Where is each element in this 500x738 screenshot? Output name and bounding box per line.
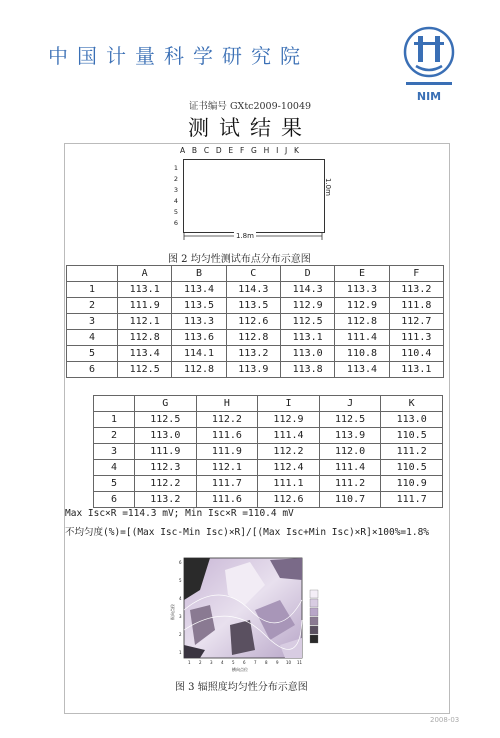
table-cell: 111.6	[196, 492, 258, 508]
table-cell: 111.2	[381, 444, 443, 460]
column-header: K	[381, 396, 443, 412]
table-cell: 114.1	[172, 346, 226, 362]
x-tick: 4	[221, 660, 224, 665]
max-min-result: Max Isc×R =114.3 mV; Min Isc×R =110.4 mV	[65, 508, 294, 519]
grid-row-number: 1	[173, 164, 179, 172]
table-row	[94, 476, 443, 492]
table-header-row	[94, 396, 443, 412]
table-cell: 110.4	[389, 346, 443, 362]
row-label: 5	[67, 346, 118, 362]
certificate-label: 证书编号	[188, 101, 227, 112]
table-cell: 112.8	[172, 362, 226, 378]
row-label: 5	[94, 476, 135, 492]
table-cell: 111.3	[389, 330, 443, 346]
column-header: J	[319, 396, 381, 412]
table-cell: 112.5	[118, 362, 172, 378]
column-header: I	[258, 396, 320, 412]
table-cell: 111.1	[258, 476, 320, 492]
table-cell: 113.2	[226, 346, 280, 362]
table-cell: 112.1	[118, 314, 172, 330]
table-cell: 111.2	[319, 476, 381, 492]
table-cell: 112.2	[258, 444, 320, 460]
grid-row-number: 5	[173, 208, 179, 216]
x-tick: 11	[297, 660, 303, 665]
table-cell: 110.9	[381, 476, 443, 492]
row-label: 2	[94, 428, 135, 444]
x-tick: 1	[188, 660, 191, 665]
table-cell: 113.3	[335, 282, 389, 298]
table-cell: 110.7	[319, 492, 381, 508]
table-row	[67, 346, 444, 362]
x-tick: 8	[265, 660, 268, 665]
table-cell: 113.0	[135, 428, 197, 444]
table-cell: 112.8	[335, 314, 389, 330]
row-label: 1	[94, 412, 135, 428]
figure2-caption: 图 2 均匀性测试布点分布示意图	[168, 254, 311, 265]
table-corner	[67, 266, 118, 282]
table-cell: 114.3	[280, 282, 334, 298]
width-dimension-label: 1.8m	[236, 232, 254, 240]
table-row	[94, 412, 443, 428]
table-cell: 110.5	[381, 428, 443, 444]
y-tick: 5	[179, 578, 182, 583]
table-cell: 113.1	[118, 282, 172, 298]
table-cell: 113.2	[389, 282, 443, 298]
table-cell: 112.2	[196, 412, 258, 428]
table-cell: 112.9	[258, 412, 320, 428]
y-tick: 6	[179, 560, 182, 565]
x-tick: 2	[199, 660, 202, 665]
column-header: E	[335, 266, 389, 282]
table-cell: 113.4	[118, 346, 172, 362]
table-cell: 113.4	[335, 362, 389, 378]
x-tick: 7	[254, 660, 257, 665]
table-row	[94, 460, 443, 476]
x-axis-label: 横向点位	[232, 667, 248, 672]
grid-row-numbers	[172, 163, 180, 229]
column-header: A	[118, 266, 172, 282]
nonuniformity-formula: 不均匀度(%)=[(Max Isc-Min Isc)×R]/[(Max Isc+Min Isc)×R]×100%=1.8%	[65, 527, 430, 538]
table-cell: 111.7	[196, 476, 258, 492]
row-label: 4	[67, 330, 118, 346]
table-cell: 111.7	[381, 492, 443, 508]
grid-row-number: 4	[173, 197, 179, 205]
table-cell: 112.2	[135, 476, 197, 492]
table-cell: 111.4	[258, 428, 320, 444]
row-label: 3	[94, 444, 135, 460]
y-tick: 1	[179, 650, 182, 655]
table-cell: 113.0	[280, 346, 334, 362]
column-header: H	[196, 396, 258, 412]
test-area-rectangle	[183, 159, 325, 233]
table-cell: 110.8	[335, 346, 389, 362]
table-cell: 111.4	[319, 460, 381, 476]
institute-name: 中国计量科学研究院	[48, 44, 309, 68]
table-cell: 113.2	[135, 492, 197, 508]
column-header: G	[135, 396, 197, 412]
certificate-number: GXtc2009-10049	[229, 101, 312, 112]
x-tick: 9	[276, 660, 279, 665]
row-label: 4	[94, 460, 135, 476]
table-row	[94, 492, 443, 508]
table-cell: 113.5	[172, 298, 226, 314]
table-cell: 111.8	[389, 298, 443, 314]
grid-column-letters: A B C D E F G H I J K	[180, 146, 302, 155]
table-cell: 111.9	[135, 444, 197, 460]
y-tick: 3	[179, 614, 182, 619]
table-cell: 110.5	[381, 460, 443, 476]
table-cell: 113.6	[172, 330, 226, 346]
x-tick: 6	[243, 660, 246, 665]
table-corner	[94, 396, 135, 412]
table-cell: 112.5	[319, 412, 381, 428]
table-cell: 113.5	[226, 298, 280, 314]
table-cell: 112.7	[389, 314, 443, 330]
table-cell: 112.9	[335, 298, 389, 314]
table-cell: 112.3	[135, 460, 197, 476]
figure3-caption: 图 3 辐照度均匀性分布示意图	[175, 682, 308, 693]
column-header: D	[280, 266, 334, 282]
measurement-table-a-f	[66, 265, 444, 378]
table-cell: 112.1	[196, 460, 258, 476]
table-cell: 111.9	[196, 444, 258, 460]
table-cell: 113.9	[319, 428, 381, 444]
table-cell: 111.4	[335, 330, 389, 346]
height-dimension-label: 1.0m	[324, 178, 332, 196]
measurement-table-g-k	[93, 395, 443, 508]
certificate-number-line	[0, 98, 500, 112]
table-cell: 113.4	[172, 282, 226, 298]
table-cell: 112.6	[226, 314, 280, 330]
y-axis-label: 纵向点位	[170, 604, 175, 620]
y-tick: 2	[179, 632, 182, 637]
grid-row-number: 6	[173, 219, 179, 227]
table-cell: 113.1	[389, 362, 443, 378]
table-cell: 112.8	[226, 330, 280, 346]
x-tick: 10	[286, 660, 292, 665]
table-row	[94, 444, 443, 460]
document-title: 测试结果	[188, 116, 312, 140]
table-header-row	[67, 266, 444, 282]
column-header: C	[226, 266, 280, 282]
table-cell: 113.9	[226, 362, 280, 378]
table-row	[67, 362, 444, 378]
table-cell: 114.3	[226, 282, 280, 298]
table-row	[67, 298, 444, 314]
table-cell: 111.9	[118, 298, 172, 314]
table-row	[67, 330, 444, 346]
x-tick: 5	[232, 660, 235, 665]
irradiance-contour-plot	[170, 550, 340, 675]
table-cell: 112.6	[258, 492, 320, 508]
row-label: 6	[67, 362, 118, 378]
table-cell: 111.6	[196, 428, 258, 444]
table-cell: 112.0	[319, 444, 381, 460]
row-label: 2	[67, 298, 118, 314]
row-label: 6	[94, 492, 135, 508]
y-tick: 4	[179, 596, 182, 601]
logo-text: NIM	[416, 90, 442, 103]
table-cell: 112.9	[280, 298, 334, 314]
grid-row-number: 3	[173, 186, 179, 194]
table-row	[67, 314, 444, 330]
table-cell: 112.4	[258, 460, 320, 476]
table-cell: 113.8	[280, 362, 334, 378]
table-cell: 113.0	[381, 412, 443, 428]
x-tick: 3	[210, 660, 213, 665]
column-header: F	[389, 266, 443, 282]
table-cell: 113.1	[280, 330, 334, 346]
table-row	[94, 428, 443, 444]
column-header: B	[172, 266, 226, 282]
table-cell: 112.5	[280, 314, 334, 330]
table-cell: 113.3	[172, 314, 226, 330]
nim-logo	[402, 22, 456, 106]
footer-mark: 2008-03	[430, 716, 460, 724]
table-cell: 112.8	[118, 330, 172, 346]
row-label: 3	[67, 314, 118, 330]
grid-row-number: 2	[173, 175, 179, 183]
table-row	[67, 282, 444, 298]
table-cell: 112.5	[135, 412, 197, 428]
row-label: 1	[67, 282, 118, 298]
